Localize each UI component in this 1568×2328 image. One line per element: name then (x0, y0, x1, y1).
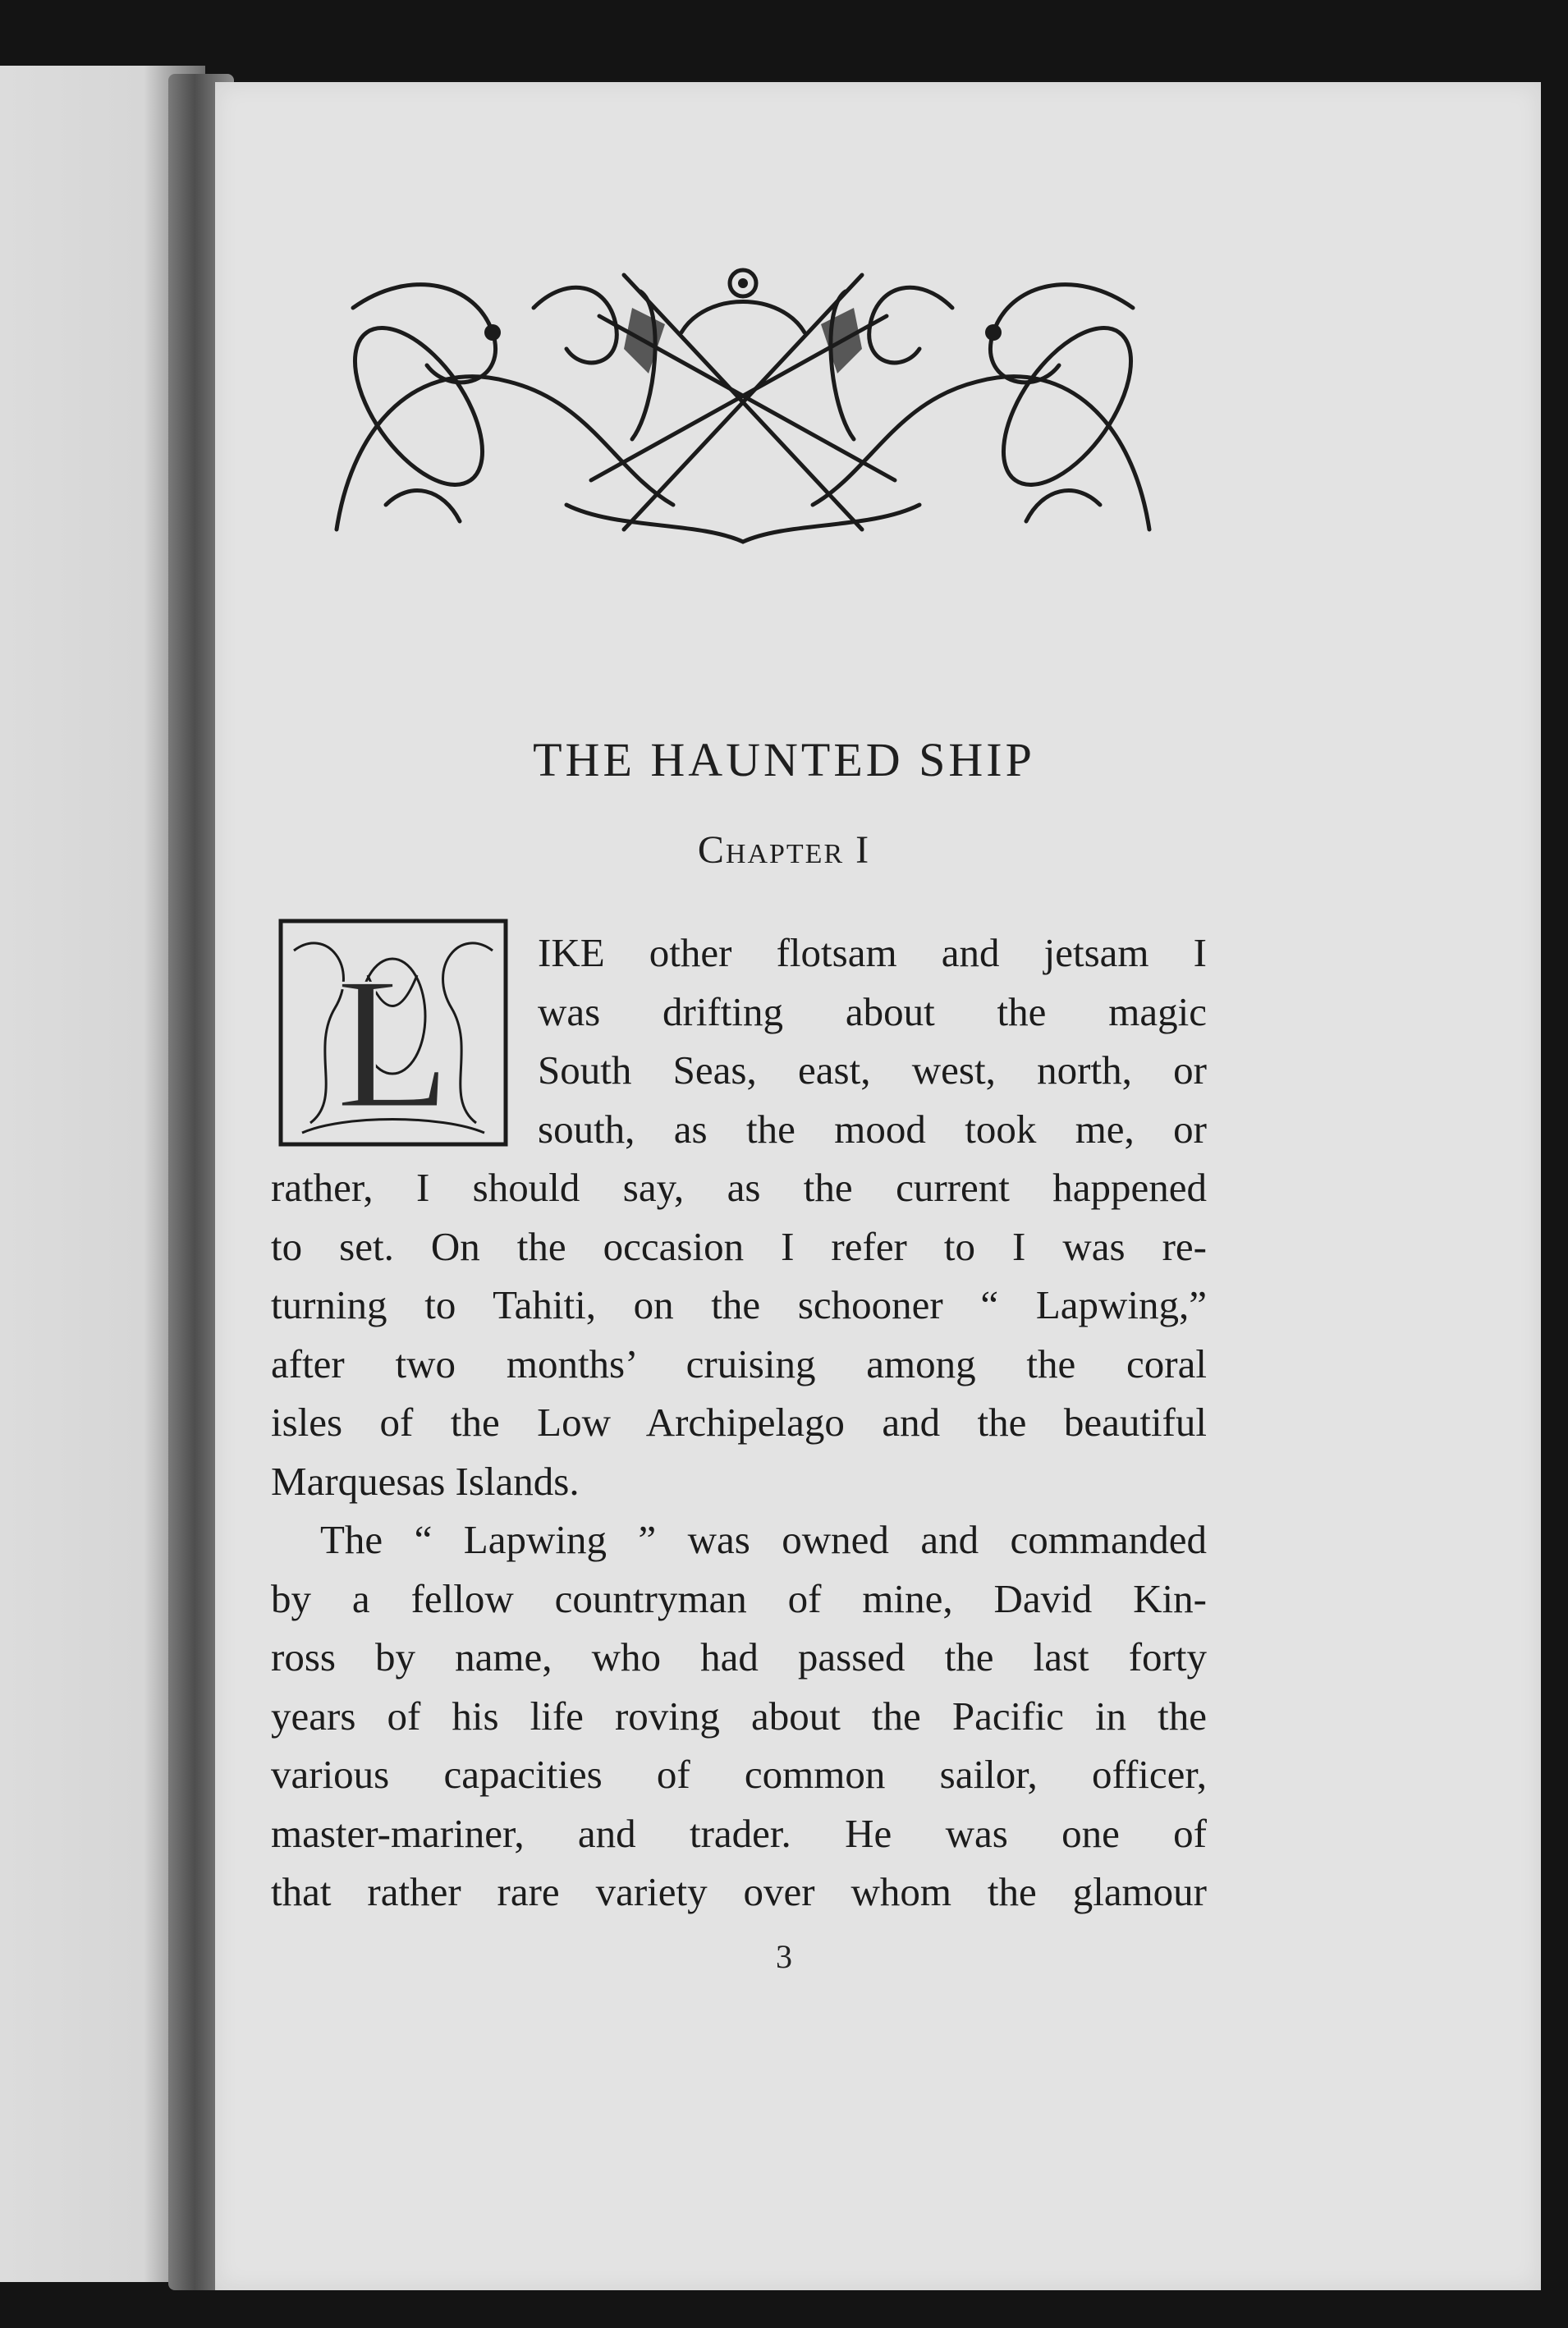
text-line: master-mariner, and trader. He was one of (271, 1810, 1207, 1856)
text-line: rather, I should say, as the current happened (271, 1165, 1207, 1210)
text-line: south, as the mood took me, or (538, 1106, 1207, 1152)
text-line: isles of the Low Archipelago and the beautiful (271, 1400, 1207, 1445)
page-number: 3 (776, 1938, 792, 1975)
text-line: after two months’ cruising among the coral (271, 1340, 1207, 1386)
text-line: The “ Lapwing ” was owned and commanded (320, 1517, 1207, 1562)
text-line: turning to Tahiti, on the schooner “ Lapwing,” (271, 1282, 1207, 1327)
text-line: to set. On the occasion I refer to I was re- (271, 1223, 1207, 1269)
text-line: was drifting about the magic (538, 988, 1207, 1034)
text-line: South Seas, east, west, north, or (538, 1047, 1207, 1093)
text-line: IKE other flotsam and jetsam I (538, 930, 1207, 975)
dropcap-letter: L (335, 938, 452, 1148)
text-line: that rather rare variety over whom the glamour (271, 1869, 1207, 1914)
text-line: ross by name, who had passed the last forty (271, 1634, 1207, 1680)
text-line: Marquesas Islands. (271, 1458, 580, 1504)
book-title: THE HAUNTED SHIP (533, 733, 1035, 786)
chapter-heading: Chapter I (697, 828, 871, 872)
text-line: by a fellow countryman of mine, David Kin- (271, 1575, 1207, 1621)
text-line: various capacities of common sailor, officer, (271, 1752, 1207, 1797)
body-text (271, 923, 1207, 1922)
ornamental-headpiece (320, 259, 1166, 550)
text-line: years of his life roving about the Pacific in the (271, 1693, 1207, 1739)
